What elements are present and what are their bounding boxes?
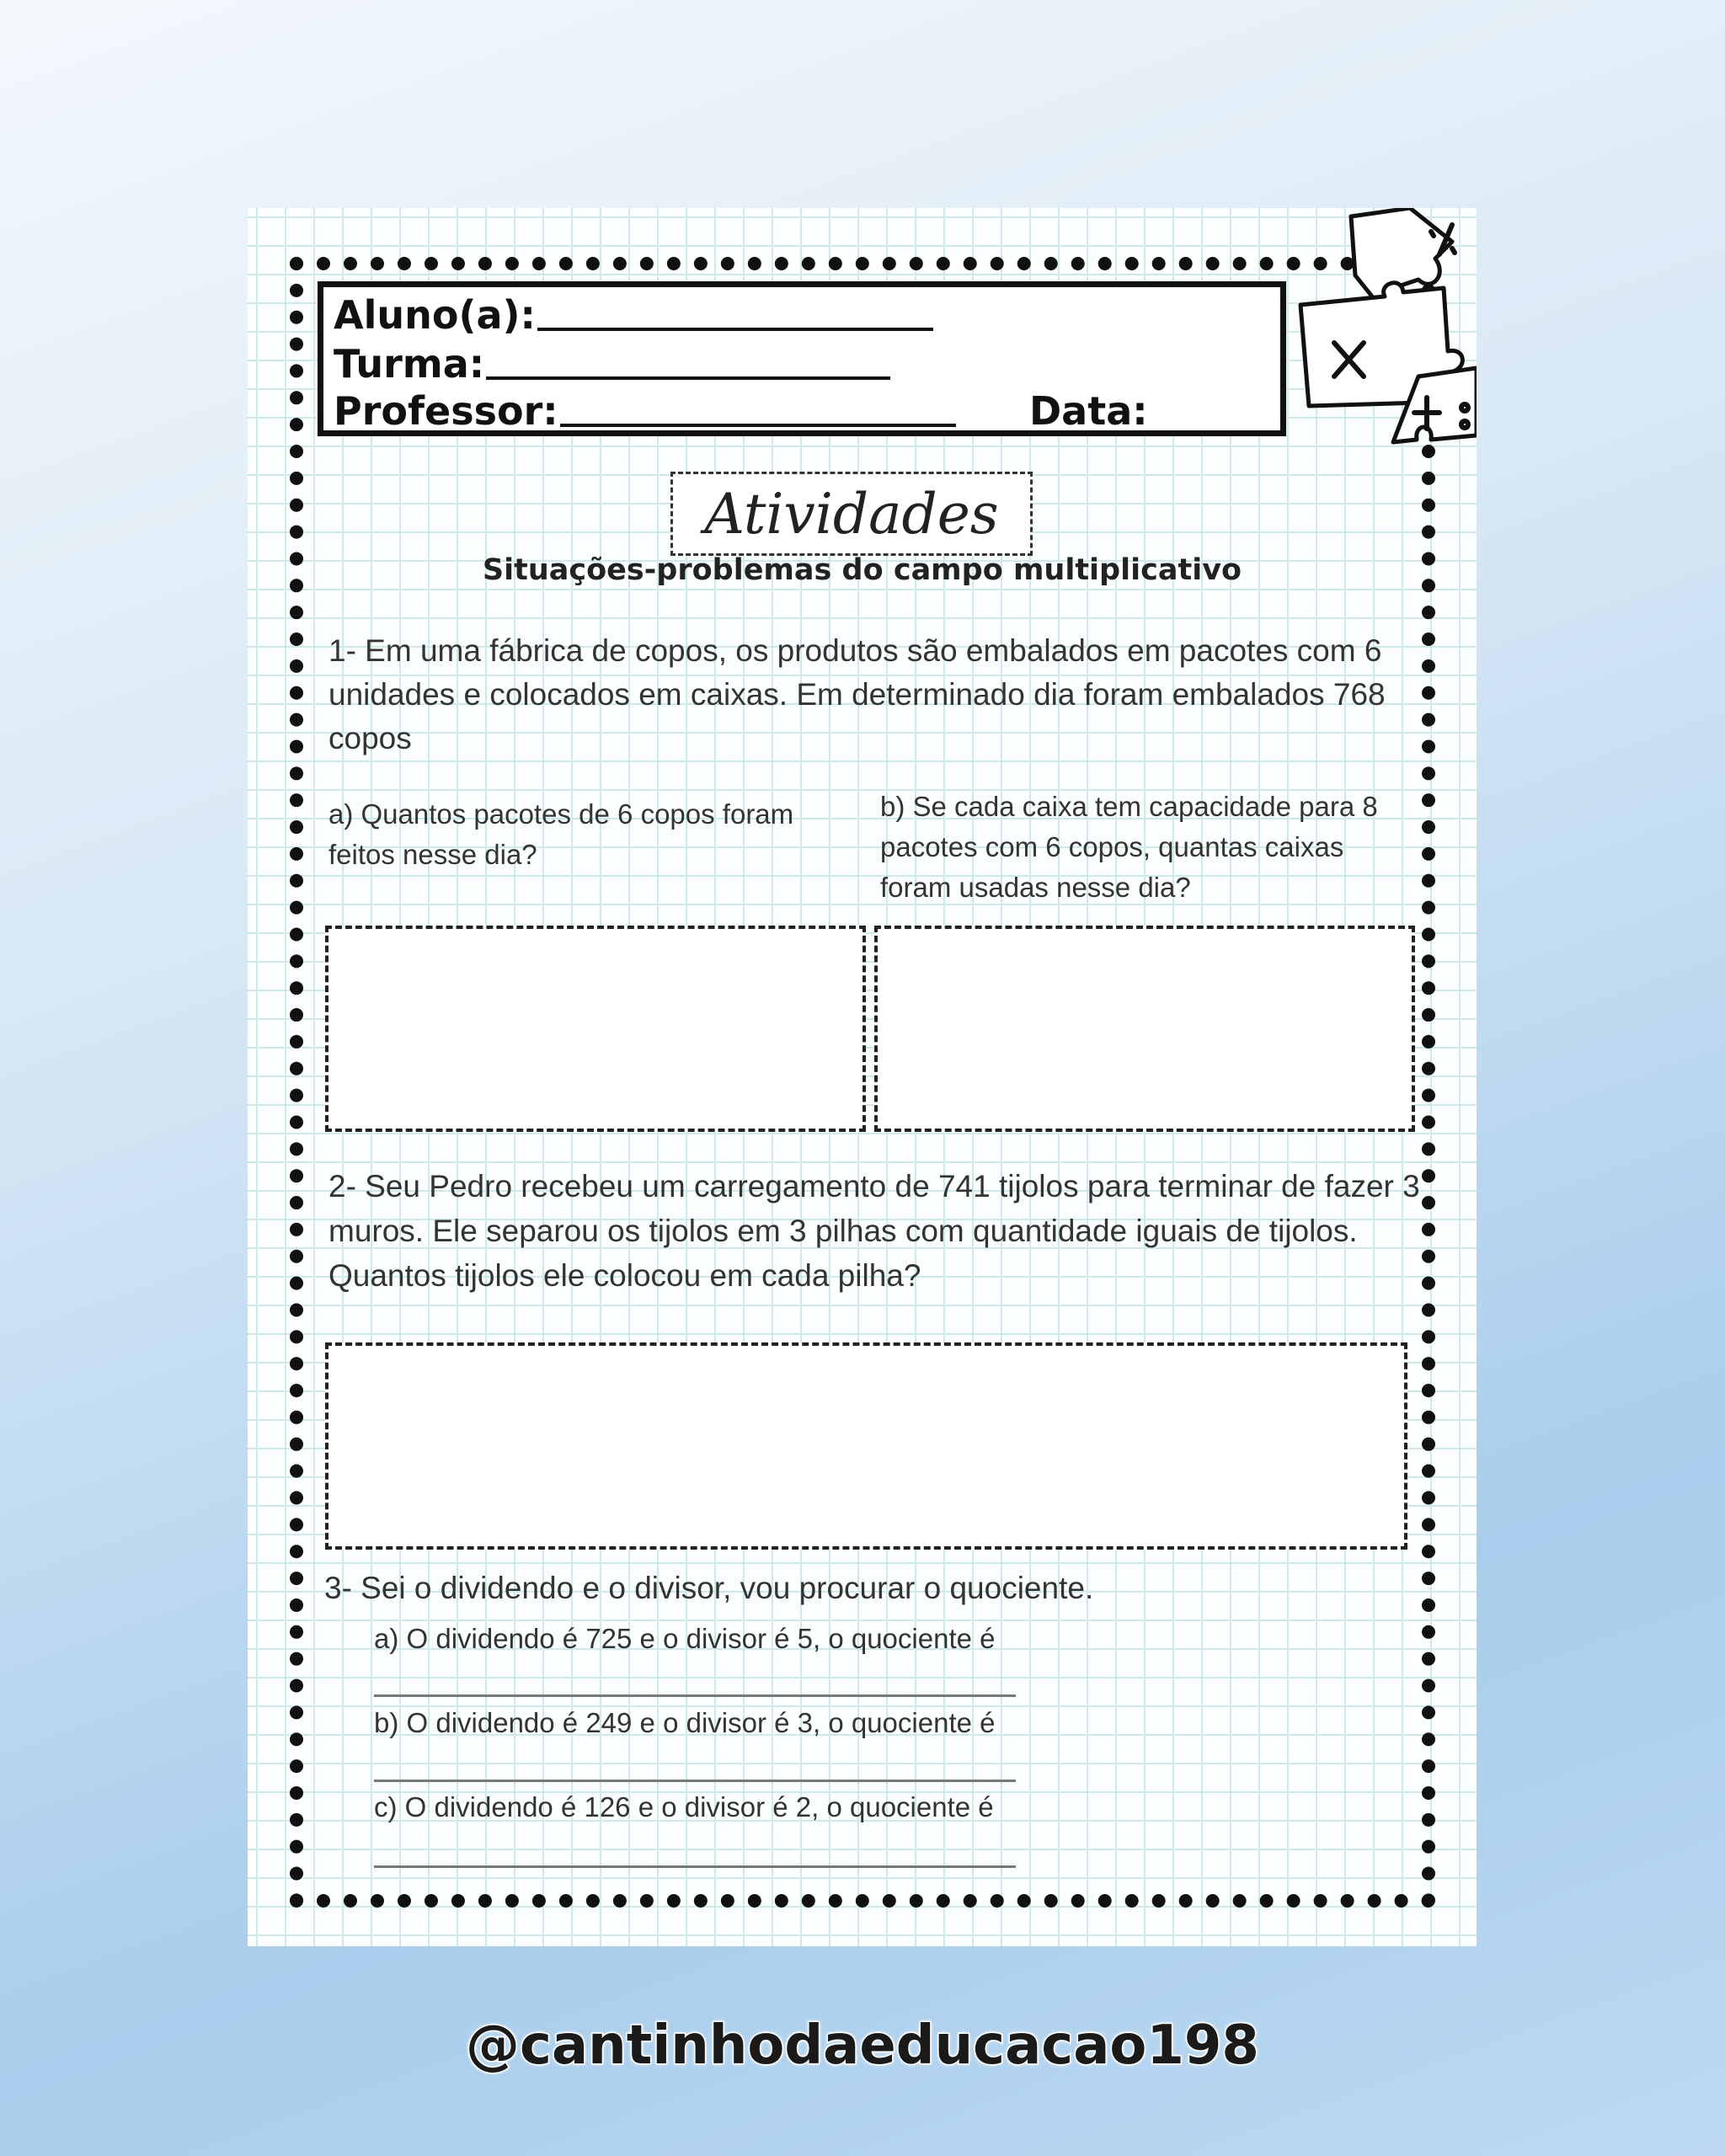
answer-line-3c[interactable]: [374, 1865, 1016, 1868]
professor-blank-line: [560, 420, 956, 427]
data-field[interactable]: [1029, 388, 1148, 434]
puzzle-pieces-icon: [1284, 208, 1477, 461]
question-2-text: 2- Seu Pedro recebeu um carregamento de 741 tijolos para terminar de fazer 3 muros. Ele separou os tijolos em 3 pilhas com quantidade iguais de tijolos. Quantos tijolos ele colocou em cada pilha?: [328, 1169, 1420, 1293]
page-title: Atividades: [704, 481, 999, 547]
question-1b-text: b) Se cada caixa tem capacidade para 8 pacotes com 6 copos, quantas caixas foram usadas nesse dia?: [880, 791, 1378, 903]
question-3c-text: c) O dividendo é 126 e o divisor é 2, o quociente é: [374, 1791, 994, 1822]
title-box: [670, 472, 1033, 556]
professor-field[interactable]: [334, 388, 956, 434]
aluno-label: Aluno(a):: [334, 292, 536, 338]
question-1-text: 1- Em uma fábrica de copos, os produtos são embalados em pacotes com 6 unidades e colocados em caixas. Em determinado dia foram embalados 768 copos: [328, 633, 1386, 755]
page-subtitle: Situações-problemas do campo multiplicativo: [482, 553, 1242, 587]
question-3-text: 3- Sei o dividendo e o divisor, vou procurar o quociente.: [324, 1571, 1094, 1605]
answer-box-2[interactable]: [325, 1342, 1407, 1550]
answer-box-1b[interactable]: [874, 926, 1415, 1132]
turma-blank-line: [486, 373, 890, 380]
aluno-blank-line: [537, 324, 933, 331]
question-3b-text: b) O dividendo é 249 e o divisor é 3, o quociente é: [374, 1707, 996, 1738]
answer-box-1a[interactable]: [325, 926, 866, 1132]
aluno-field[interactable]: [334, 292, 933, 338]
data-label: Data:: [1029, 388, 1148, 434]
professor-label: Professor:: [334, 388, 558, 434]
question-3a-text: a) O dividendo é 725 e o divisor é 5, o quociente é: [374, 1623, 996, 1654]
question-1a-text: a) Quantos pacotes de 6 copos foram feitos nesse dia?: [328, 798, 794, 870]
answer-line-3b[interactable]: [374, 1780, 1016, 1782]
turma-field[interactable]: [334, 341, 890, 387]
answer-line-3a[interactable]: [374, 1694, 1016, 1697]
social-handle: @cantinhodaeducacao198: [466, 2015, 1259, 2077]
turma-label: Turma:: [334, 341, 485, 387]
worksheet: [248, 208, 1477, 1946]
student-info-box: [318, 281, 1286, 436]
